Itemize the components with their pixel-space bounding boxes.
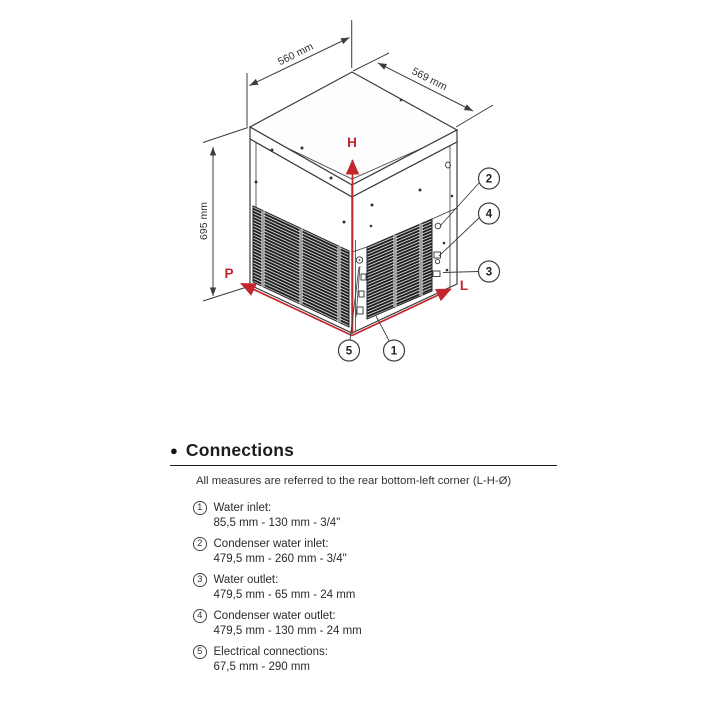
fitting xyxy=(357,307,363,314)
list-item xyxy=(193,501,570,529)
item-label: Water inlet: xyxy=(213,501,272,514)
fitting-detail xyxy=(435,259,439,263)
dim-extension-line xyxy=(203,286,250,301)
connections-section xyxy=(170,440,570,681)
item-measurements: 67,5 mm - 290 mm xyxy=(213,660,310,673)
dim-height-label: 695 mm xyxy=(198,202,210,240)
callout-5-number: 5 xyxy=(345,345,353,358)
list-item xyxy=(193,645,570,673)
fitting xyxy=(359,291,364,297)
fitting-detail xyxy=(359,259,361,261)
list-item xyxy=(193,573,570,601)
dim-width-label: 560 mm xyxy=(276,40,316,69)
item-label: Water outlet: xyxy=(213,573,279,586)
item-measurements: 479,5 mm - 130 mm - 24 mm xyxy=(213,624,362,637)
item-label: Electrical connections: xyxy=(213,645,328,658)
dim-extension-line xyxy=(353,53,389,71)
item-number-badge: 4 xyxy=(193,609,207,623)
water-outlet-fitting xyxy=(433,271,440,277)
item-label: Condenser water outlet: xyxy=(213,609,336,622)
callout-3-number: 3 xyxy=(485,266,493,279)
section-title: Connections xyxy=(185,440,295,460)
dim-extension-line xyxy=(203,128,248,143)
list-item xyxy=(193,609,570,637)
condenser-water-inlet-fitting xyxy=(435,223,441,229)
axis-height-label: H xyxy=(347,135,357,150)
item-label: Condenser water inlet: xyxy=(213,537,329,550)
callout-4-number: 4 xyxy=(485,208,493,221)
axis-depth-label: P xyxy=(224,266,234,281)
reference-note: All measures are referred to the rear bottom-left corner (L-H-Ø) xyxy=(196,475,512,487)
section-divider xyxy=(170,465,557,466)
dim-extension-line xyxy=(456,105,493,127)
fitting xyxy=(361,274,366,280)
callout-1-number: 1 xyxy=(390,345,398,358)
connections-heading xyxy=(170,440,570,461)
item-measurements: 85,5 mm - 130 mm - 3/4" xyxy=(213,516,341,529)
item-measurements: 479,5 mm - 65 mm - 24 mm xyxy=(213,588,356,601)
connections-list xyxy=(193,501,570,673)
item-number-badge: 3 xyxy=(193,573,207,587)
axis-width-label: L xyxy=(459,278,469,293)
machine-body xyxy=(250,72,457,333)
item-number-badge: 5 xyxy=(193,645,207,659)
bullet-icon: ● xyxy=(170,443,178,458)
item-number-badge: 2 xyxy=(193,537,207,551)
list-item xyxy=(193,537,570,565)
callout-2-number: 2 xyxy=(485,173,493,186)
item-measurements: 479,5 mm - 260 mm - 3/4" xyxy=(213,552,347,565)
item-number-badge: 1 xyxy=(193,501,207,515)
dim-depth-label: 569 mm xyxy=(409,65,449,94)
